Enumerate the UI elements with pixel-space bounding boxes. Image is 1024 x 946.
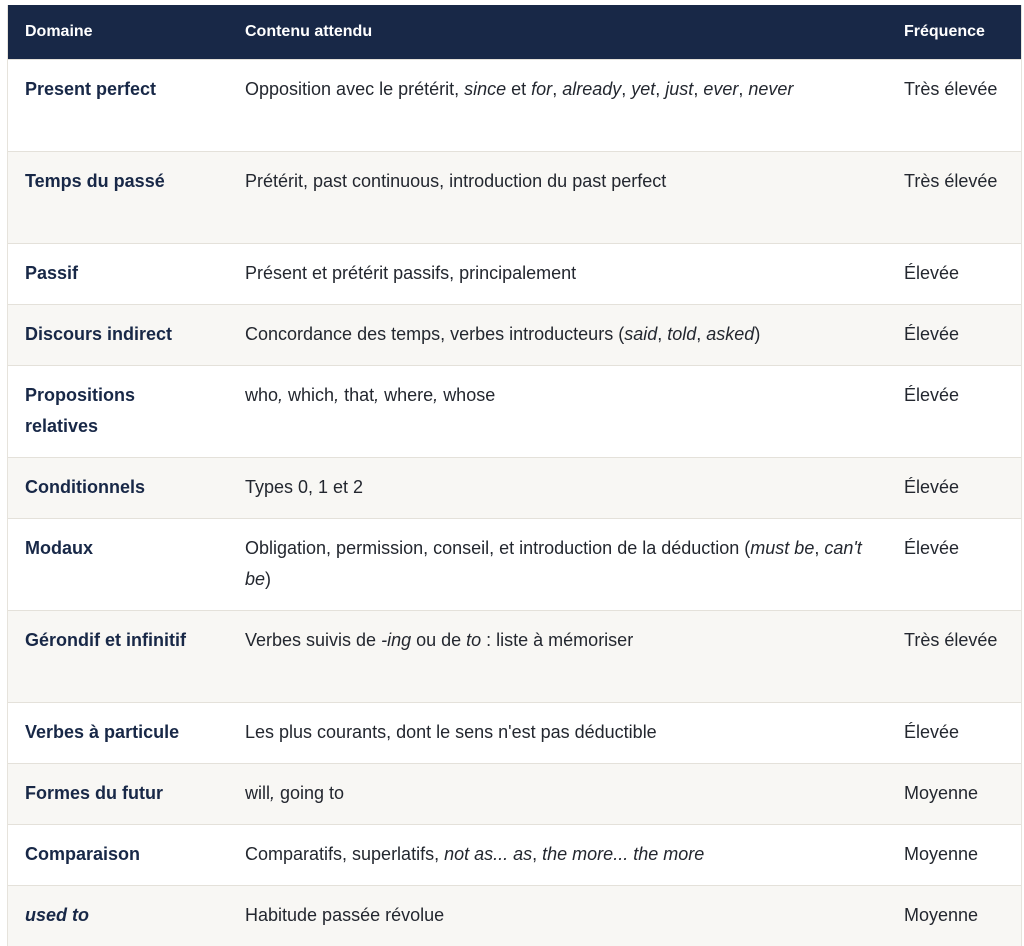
content-part: , — [621, 78, 632, 99]
content-part: , — [814, 537, 825, 558]
domain-cell — [8, 885, 228, 946]
content-italic: for — [531, 78, 553, 99]
content-part: , — [738, 78, 749, 99]
frequency-cell: Élevée — [904, 476, 960, 497]
table-body — [8, 59, 1021, 946]
frequency-cell: Très élevée — [904, 629, 998, 650]
header-domain: Domaine — [25, 22, 93, 40]
content-italic: , — [334, 384, 345, 405]
frequency-cell: Très élevée — [904, 78, 998, 99]
content-part: whose — [443, 384, 496, 405]
content-part: Opposition avec le prétérit, — [245, 78, 465, 99]
content-italic: asked — [706, 323, 755, 344]
domain-cell: Modaux — [25, 537, 94, 558]
table-row — [8, 610, 1021, 702]
content-italic: not as... as — [444, 843, 533, 864]
content-part: ou de — [411, 629, 467, 650]
table-row — [8, 885, 1021, 946]
content-italic: since — [464, 78, 507, 99]
content-italic: , — [374, 384, 385, 405]
domain-cell: Comparaison — [25, 843, 141, 864]
domain-cell: Gérondif et infinitif — [25, 629, 186, 650]
content-part: et — [506, 78, 532, 99]
content-cell — [228, 59, 887, 151]
table-header — [8, 5, 1021, 59]
domain-cell: Formes du futur — [25, 782, 163, 803]
content-part: Obligation, permission, conseil, et introduction de la déduction ( — [245, 537, 751, 558]
content-cell: Présent et prétérit passifs, principalement — [245, 262, 577, 283]
content-italic: yet — [631, 78, 656, 99]
table-row — [8, 763, 1021, 824]
domain-cell: Verbes à particule — [25, 721, 180, 742]
domain-cell: Passif — [25, 262, 79, 283]
content-part: , — [693, 78, 704, 99]
table-row — [8, 518, 1021, 610]
content-part: Concordance des temps, verbes introducteurs ( — [245, 323, 625, 344]
content-part: ) — [754, 323, 761, 344]
frequency-cell: Élevée — [904, 721, 960, 742]
content-part: which — [288, 384, 335, 405]
content-cell — [228, 304, 887, 365]
content-cell — [228, 365, 887, 457]
frequency-cell: Élevée — [904, 384, 960, 405]
grammar-table — [8, 5, 1021, 946]
domain-cell: Propositions relatives — [25, 384, 136, 436]
content-cell: Prétérit, past continuous, introduction du past perfect — [245, 170, 667, 191]
content-italic: the more... the more — [542, 843, 705, 864]
header-frequency: Fréquence — [904, 22, 985, 40]
content-part: ) — [265, 568, 272, 589]
content-italic: , — [278, 384, 289, 405]
domain-cell: Conditionnels — [25, 476, 145, 497]
content-italic: never — [748, 78, 794, 99]
content-part: , — [657, 323, 668, 344]
content-part: : liste à mémoriser — [481, 629, 634, 650]
frequency-cell: Moyenne — [904, 843, 979, 864]
content-part: , — [552, 78, 563, 99]
content-cell: Types 0, 1 et 2 — [245, 476, 364, 497]
grammar-table-container — [7, 5, 1022, 946]
content-italic: must be — [750, 537, 815, 558]
content-part: going to — [280, 782, 345, 803]
content-italic: said — [624, 323, 658, 344]
domain-cell: Discours indirect — [25, 323, 173, 344]
content-italic: to — [466, 629, 482, 650]
content-part: Verbes suivis de — [245, 629, 382, 650]
content-italic: , — [270, 782, 281, 803]
domain-italic: used to — [25, 904, 90, 925]
content-part: who — [245, 384, 279, 405]
table-row — [8, 59, 1021, 151]
content-part: , — [696, 323, 707, 344]
content-part: Comparatifs, superlatifs, — [245, 843, 445, 864]
content-italic: , — [433, 384, 444, 405]
content-cell: Habitude passée révolue — [245, 904, 445, 925]
table-row — [8, 151, 1021, 243]
content-italic: just — [665, 78, 694, 99]
header-row — [8, 5, 1021, 59]
content-italic: already — [562, 78, 622, 99]
content-italic: can't be — [245, 537, 862, 589]
table-row — [8, 304, 1021, 365]
frequency-cell: Moyenne — [904, 904, 979, 925]
table-row — [8, 365, 1021, 457]
content-part: where — [384, 384, 434, 405]
content-part: will — [245, 782, 270, 803]
frequency-cell: Élevée — [904, 262, 960, 283]
content-cell — [228, 763, 887, 824]
content-cell — [228, 610, 887, 702]
header-content: Contenu attendu — [245, 22, 373, 40]
content-part: , — [532, 843, 543, 864]
content-cell: Les plus courants, dont le sens n'est pas déductible — [245, 721, 657, 742]
domain-cell: Temps du passé — [25, 170, 165, 191]
frequency-cell: Élevée — [904, 537, 960, 558]
table-row — [8, 457, 1021, 518]
content-italic: -ing — [381, 629, 412, 650]
content-part: that — [344, 384, 375, 405]
domain-cell: Present perfect — [25, 78, 157, 99]
frequency-cell: Très élevée — [904, 170, 998, 191]
frequency-cell: Moyenne — [904, 782, 979, 803]
frequency-cell: Élevée — [904, 323, 960, 344]
table-row — [8, 702, 1021, 763]
content-italic: ever — [703, 78, 739, 99]
content-cell — [228, 518, 887, 610]
content-cell — [228, 824, 887, 885]
table-row — [8, 824, 1021, 885]
table-row — [8, 243, 1021, 304]
content-part: , — [655, 78, 666, 99]
content-italic: told — [667, 323, 697, 344]
